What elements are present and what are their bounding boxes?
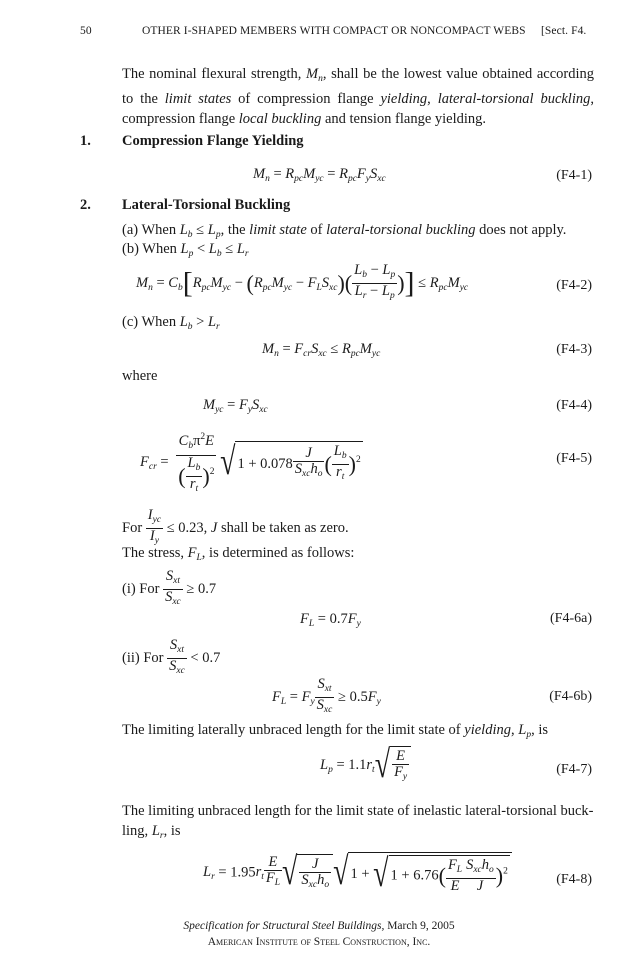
equation-number: (F4-6b) xyxy=(549,689,592,704)
equation-f4-4: $M_{yc} = F_yS_{xc}$ xyxy=(203,397,268,415)
footer-spec: Specification for Structural Steel Buildings, March 9, 2005 xyxy=(183,920,455,932)
equation-f4-1: $M_n = R_{pc}M_{yc} = R_{pc}F_yS_{xc}$ xyxy=(253,166,386,184)
equation-f4-6a: $F_L = 0.7F_y$ xyxy=(300,611,361,629)
case-b-text: (b) When $L_p < L_b \le L_r$ xyxy=(122,241,249,259)
equation-f4-6b: $F_L = F_y$ $\frac{S_{xt}}{S_{xc}}$ ≥ $0.5F_y$ xyxy=(272,676,381,715)
section-reference: [Sect. F4. xyxy=(541,25,587,37)
running-title: OTHER I-SHAPED MEMBERS WITH COMPACT OR NONCOMPACT WEBS xyxy=(142,25,526,37)
equation-f4-3: $M_n = F_{cr}S_{xc} \le R_{pc}M_{yc}$ xyxy=(262,341,381,359)
section-2-number: 2. xyxy=(80,197,91,213)
lr-text-line-1: The limiting unbraced length for the limit state of inelastic lateral-torsional buck- xyxy=(122,803,594,819)
lr-text-line-2: ling, $L_r$, is xyxy=(122,823,181,841)
for-iyc-text: For $\frac{I_{yc}}{I_y}$ ≤ 0.23, J shall be taken as zero. xyxy=(122,507,349,546)
equation-number: (F4-6a) xyxy=(550,611,592,626)
equation-number: (F4-3) xyxy=(556,342,592,357)
intro-paragraph: The nominal flexural strength, $M_n$, shall be the lowest value obtained according to the limit states of compression flange yielding, lateral-torsional buckling, compression flange local buckling and tension flange yielding. xyxy=(122,66,594,127)
equation-number: (F4-7) xyxy=(556,762,592,777)
lp-text: The limiting laterally unbraced length for the limit state of yielding, $L_p$, is xyxy=(122,722,548,740)
case-a-text: (a) When $L_b \le L_p$, the limit state of lateral-torsional buckling does not apply. xyxy=(122,222,567,240)
equation-f4-2: $M_n = C_b[R_{pc}M_{yc} - (R_{pc}M_{yc} - F_LS_{xc})$( $\frac{L_b - L_p}{L_r - L_p}$ )] ≤ $R_{pc}M_{yc}$ xyxy=(136,262,469,301)
equation-f4-8: $L_r = 1.95r_t$ $\frac{E}{F_L}$ √ $\frac{J}{S_{xc}h_o}$ √ 1 + √ 1 + 6.76( $\frac{F_L}{E}$ $\frac{S_{xc}h_o}{J}$ )$^2$ xyxy=(203,852,512,894)
equation-number: (F4-5) xyxy=(556,451,592,466)
equation-number: (F4-4) xyxy=(556,398,592,413)
equation-f4-7: $L_p = 1.1r_t√$ $\frac{E}{F_y}$ xyxy=(320,746,411,785)
case-ii-text: (ii) For $\frac{S_{xt}}{S_{xc}}$ < 0.7 xyxy=(122,637,221,676)
where-label: where xyxy=(122,368,158,384)
equation-number: (F4-1) xyxy=(556,168,592,183)
equation-number: (F4-8) xyxy=(556,872,592,887)
equation-number: (F4-2) xyxy=(556,278,592,293)
stress-text: The stress, $F_L$, is determined as follows: xyxy=(122,545,355,563)
equation-f4-5: $F_{cr}$ = $C_b\pi^2E$ ( $\frac{L_b}{r_t}$ )$^2$ √ 1 + 0.078 $\frac{J}{S_{xc}h_o}$ ( $\frac{L_b}{r_t}$ )$^2$ xyxy=(140,428,363,497)
section-2-title: Lateral-Torsional Buckling xyxy=(122,197,291,213)
section-1-number: 1. xyxy=(80,133,91,149)
footer-publisher: American Institute of Steel Construction, Inc. xyxy=(207,936,431,948)
case-i-text: (i) For $\frac{S_{xt}}{S_{xc}}$ ≥ 0.7 xyxy=(122,568,217,607)
case-c-text: (c) When $L_b > L_r$ xyxy=(122,314,220,332)
section-1-title: Compression Flange Yielding xyxy=(122,133,304,149)
page-number: 50 xyxy=(80,25,92,37)
